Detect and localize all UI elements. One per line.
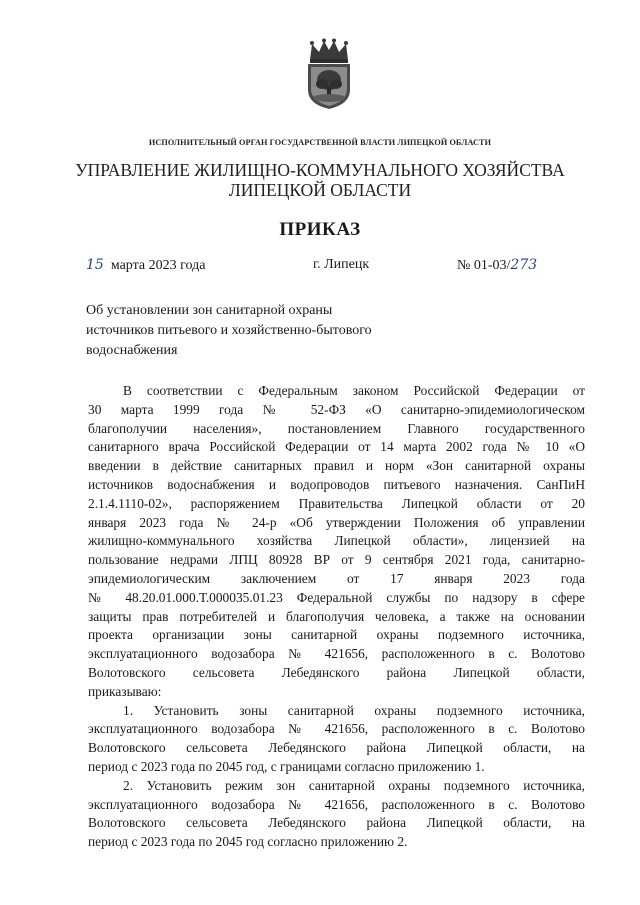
body-line: источников водоснабжения и водопроводов питьевого назначения. СанПиН: [88, 476, 585, 492]
body-line: января 2023 года № 24-р «Об утверждении Положения об управлении: [88, 514, 585, 530]
body-line: период с 2023 года по 2045 год согласно приложению 2.: [88, 834, 408, 850]
order-subject: [86, 301, 416, 361]
body-line: эпидемиологическим заключением от 17 января 2023 года: [88, 570, 585, 586]
body-line: эксплуатационного водозабора № 421656, расположенного в с. Волотово: [88, 721, 585, 737]
body-line: эксплуатационного водозабора № 421656, расположенного в с. Волотово: [88, 646, 585, 662]
order-body: [88, 382, 585, 852]
department-name: [0, 160, 640, 200]
body-line: жилищно-коммунального хозяйства Липецкой области», лицензией на: [88, 533, 585, 549]
body-line: введении в действие санитарных правил и норм «Зон санитарной охраны: [88, 458, 585, 474]
subject-line: Об установлении зон санитарной охраны: [86, 303, 333, 318]
body-line: проекта организации зоны санитарной охраны подземного источника,: [88, 627, 585, 643]
coat-of-arms-emblem: [302, 38, 356, 110]
body-line: Волотовского сельсовета Лебедянского района Липецкой области,: [88, 664, 585, 680]
subject-line: источников питьевого и хозяйственно-бытового: [86, 323, 372, 338]
body-line: приказываю:: [88, 683, 162, 699]
order-number: [457, 257, 537, 274]
handwritten-number: 273: [510, 257, 538, 273]
body-line: Волотовского сельсовета Лебедянского района Липецкой области, на: [88, 815, 585, 831]
order-item-2: [88, 777, 585, 852]
body-line: Волотовского сельсовета Лебедянского района Липецкой области, на: [88, 740, 585, 756]
subject-line: водоснабжения: [86, 343, 178, 358]
department-name-line: ЛИПЕЦКОЙ ОБЛАСТИ: [228, 180, 412, 200]
handwritten-day: 15: [86, 257, 104, 273]
body-line: пользование недрами ЛПЦ 80928 ВР от 9 сентября 2021 года, санитарно-: [88, 552, 585, 568]
order-number-prefix: № 01-03/: [457, 258, 511, 273]
body-line: 30 марта 1999 года № 52-ФЗ «О санитарно-эпидемиологическом: [88, 401, 585, 417]
body-line: период с 2023 года по 2045 год, с границами согласно приложению 1.: [88, 758, 485, 774]
date-text: марта 2023 года: [110, 258, 206, 273]
order-date: [86, 257, 205, 274]
order-item-1: [88, 702, 585, 777]
issuing-authority: ИСПОЛНИТЕЛЬНЫЙ ОРГАН ГОСУДАРСТВЕННОЙ ВЛАСТИ ЛИПЕЦКОЙ ОБЛАСТИ: [148, 138, 492, 147]
body-line: санитарного врача Российской Федерации от 14 марта 2002 года № 10 «О: [88, 439, 585, 455]
body-line: 2.1.4.1110-02», распоряжением Правительства Липецкой области от 20: [88, 495, 585, 511]
body-line: В соответствии с Федеральным законом Российской Федерации от: [123, 383, 585, 398]
body-line: эксплуатационного водозабора № 421656, расположенного в с. Волотово: [88, 796, 585, 812]
body-line: благополучии населения», постановлением Главного государственного: [88, 420, 585, 436]
preamble-paragraph: [88, 382, 585, 702]
body-line: 2. Установить режим зон санитарной охраны подземного источника,: [123, 777, 585, 793]
department-name-line: УПРАВЛЕНИЕ ЖИЛИЩНО-КОММУНАЛЬНОГО ХОЗЯЙСТВА: [75, 160, 565, 180]
order-city: г. Липецк: [313, 257, 370, 272]
body-line: защиты прав потребителей и благополучия человека, а также на основании: [88, 608, 585, 624]
body-line: 1. Установить зоны санитарной охраны подземного источника,: [123, 702, 585, 718]
document-type-title: ПРИКАЗ: [279, 219, 361, 240]
body-line: № 48.20.01.000.Т.000035.01.23 Федеральной службы по надзору в сфере: [88, 589, 585, 605]
